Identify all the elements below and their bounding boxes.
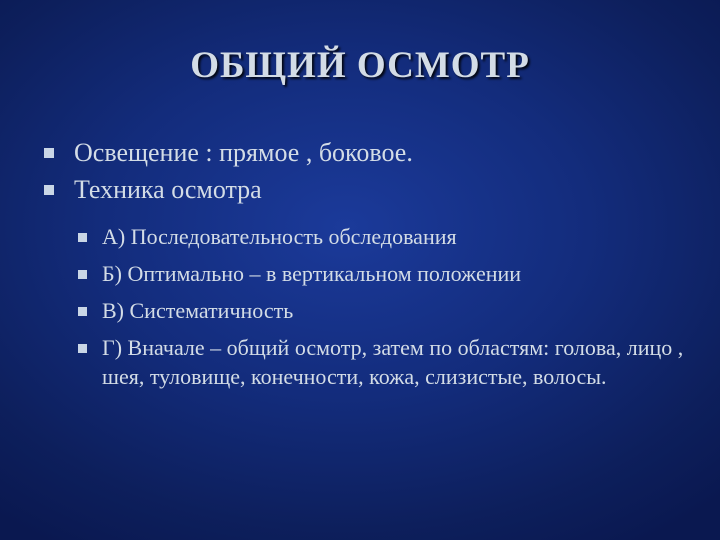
list-item	[44, 171, 704, 208]
sub-bullet-text: Б) Оптимально – в вертикальном положении	[102, 261, 522, 286]
sub-bullet-text: Г) Вначале – общий осмотр, затем по областям: голова, лицо , шея, туловище, конечности, кожа, слизистые, волосы.	[102, 335, 684, 389]
square-bullet-icon	[44, 185, 54, 195]
square-bullet-icon	[78, 307, 87, 316]
list-item	[44, 134, 704, 171]
bullet-text: Техника осмотра	[74, 175, 262, 204]
sub-bullet-text: А) Последовательность обследования	[102, 224, 457, 249]
sub-bullet-text: В) Систематичность	[102, 298, 294, 323]
list-item	[78, 259, 708, 288]
bullet-text: Освещение : прямое , боковое.	[74, 138, 413, 167]
list-item	[78, 296, 708, 325]
square-bullet-icon	[78, 233, 87, 242]
slide-title: ОБЩИЙ ОСМОТР	[190, 45, 530, 86]
list-item	[78, 333, 708, 391]
list-item	[78, 222, 708, 251]
square-bullet-icon	[78, 344, 87, 353]
main-bullet-list	[44, 134, 704, 208]
square-bullet-icon	[78, 270, 87, 279]
square-bullet-icon	[44, 148, 54, 158]
sub-bullet-list	[78, 222, 708, 391]
